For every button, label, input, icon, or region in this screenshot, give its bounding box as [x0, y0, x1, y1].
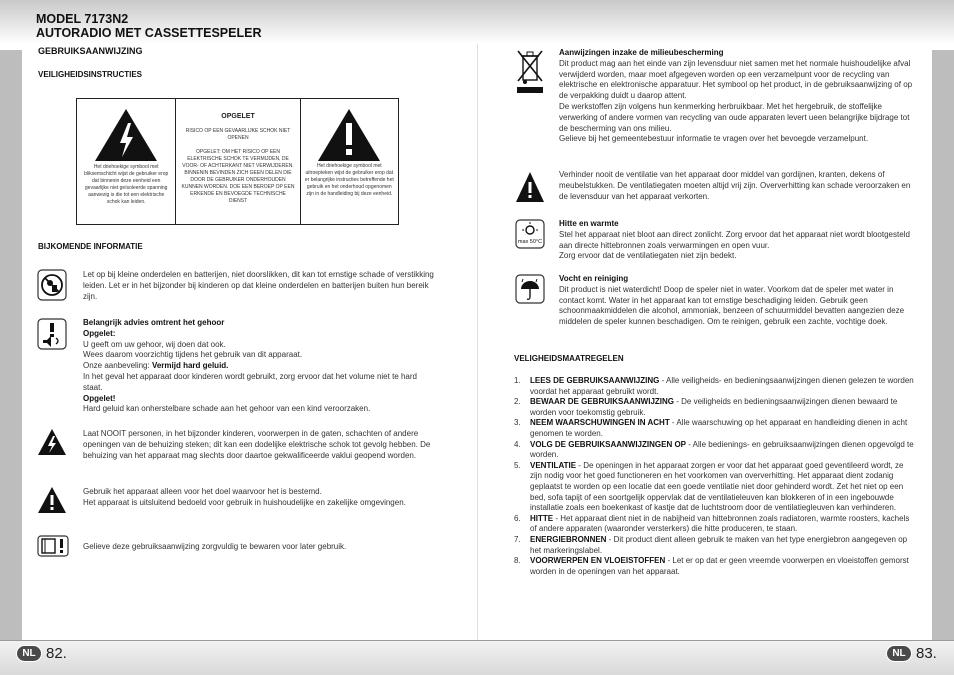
- page-footer: [0, 640, 954, 675]
- list-item: 5. VENTILATIE - De openingen in het apparaat zorgen er voor dat het apparaat goed geventileerd wordt, ze zijn nodig voor het goed functioneren en het voorkomen van oververhitting. Het apparaat dient zodanig geplaatst te worden op een locatie dat een goede ventilatie niet door gehinderd wordt. Zet het niet op een bed, sofa tapijt of een soortgelijk oppervlak dat de ventilatieleuven kan blokkeren of in een ingebouwde installatie zoals een boekenkast of kastje dat de luchtstroom door de ventilatiegleuven kan verhinderen.: [514, 460, 904, 513]
- left-side-rail: [0, 50, 22, 640]
- hearing-opgelet-2: Opgelet!: [83, 393, 116, 403]
- document-title: [36, 12, 261, 40]
- lightning-warning-text: Het driehoekige symbool met bliksemschicht wijst de gebruiker erop dat binnenin deze eenheid een gevaarlijke niet geïsoleerde spanning aanwezig is die tot een elektrische schok kan leiden.: [84, 164, 169, 205]
- intended-use-block: [83, 487, 437, 509]
- moisture-block: [559, 274, 915, 328]
- moisture-text: Dit product is niet waterdicht! Doop de speler niet in water. Voorkom dat de speler met water in contact komt. Water in het apparaat kan tot ernstige beschadiging leiden. Gebruik geen schoonmaakmiddelen die alcohol, ammoniak, benzeen of schuurmiddel bevatten aangezien deze middelen de speler kunnen beschadigen. Om te reinigen, gebruik een zachte, vochtige doek.: [559, 284, 905, 327]
- hearing-line-2: Wees daarom voorzichtig tijdens het gebruik van dit apparaat.: [83, 350, 303, 360]
- section-heading-bijkomende-informatie: BIJKOMENDE INFORMATIE: [38, 242, 143, 251]
- hearing-advice-block: [83, 318, 437, 415]
- list-item: 2. BEWAAR DE GEBRUIKSAANWIJZING - De veiligheids en bedieningsaanwijzingen dienen bewaard te worden voor toekomstig gebruik.: [514, 397, 898, 417]
- page-number-right: [886, 645, 937, 662]
- list-item: 3. NEEM WAARSCHUWINGEN IN ACHT - Alle waarschuwing op het apparaat en handleiding dienen in acht genomen te worden.: [514, 418, 908, 438]
- intended-use-line-1: Gebruik het apparaat alleen voor het doel waarvoor het is bestemd.: [83, 487, 322, 496]
- no-small-parts-icon: [37, 269, 67, 301]
- exclamation-warning-cell: [301, 99, 398, 224]
- hearing-line-5: Hard geluid kan onherstelbare schade aan het gehoor van een kind veroorzaken.: [83, 404, 371, 414]
- moisture-title: Vocht en reiniging: [559, 274, 629, 283]
- product-title: AUTORADIO MET CASSETTESPELER: [36, 26, 262, 40]
- max-temperature-label: max 50°C: [517, 239, 543, 245]
- heat-text-2: Zorg ervoor dat de ventilatiegaten niet zijn bedekt.: [559, 251, 737, 261]
- hearing-title: Belangrijk advies omtrent het gehoor: [83, 318, 225, 327]
- hearing-line-3: [83, 361, 437, 372]
- moisture-umbrella-icon: [515, 274, 545, 304]
- environment-block: [559, 48, 915, 145]
- hearing-opgelet: Opgelet:: [83, 328, 116, 338]
- electric-shock-hazard-icon: [37, 428, 67, 456]
- hearing-line-4: In het geval het apparaat door kinderen wordt gebruikt, zorg ervoor dat het volume niet te hard staat.: [83, 371, 417, 392]
- list-item: 1. LEES DE GEBRUIKSAANWIJZING - Alle veiligheids- en bedieningsaanwijzingen dienen gelezen te worden voordat het apparaat gebruikt wordt.: [514, 376, 914, 396]
- ventilation-warning-icon: [515, 171, 545, 203]
- safety-warning-box: [76, 98, 399, 225]
- lightning-triangle-icon: [93, 107, 159, 163]
- page-header: [0, 0, 954, 44]
- language-badge: NL: [16, 645, 42, 662]
- max-temperature-icon: [515, 219, 545, 249]
- caution-title: OPGELET: [221, 113, 255, 120]
- environment-title: Aanwijzingen inzake de milieubescherming: [559, 48, 724, 57]
- manual-book-icon: [37, 535, 69, 557]
- exclamation-warning-text: Het driehoekige symbool met uitroepteken wijst de gebruiker erop dat er belangrijke instructies betreffende het gebruik en het onderhoud opgenomen zijn in de handleiding bij deze eenheid.: [304, 163, 394, 197]
- environment-text-1: Dit product mag aan het einde van zijn levensduur niet samen met het normale huishoudelijke afval verwijderd worden, maar moet afgegeven worden op een verzamelpunt voor de recycling van elektrische en elektronische apparatuur. Het symbool op het product, in de gebruiksaanwijzing of op de verpakking duidt u daarop attent.: [559, 58, 913, 101]
- list-item: 8. VOORWERPEN EN VLOEISTOFFEN - Let er op dat er geen vreemde voorwerpen en vloeistoffen gemorst worden in de openingen van het apparaat.: [514, 556, 909, 576]
- heat-block: [559, 219, 915, 262]
- ventilation-text: Verhinder nooit de ventilatie van het apparaat door middel van gordijnen, kranten, dekens of meubelstukken. De ventilatiegaten moeten altijd vrij zijn. Oververhitting kan schade veroorzaken en de levensduur van het apparaat verkorten.: [559, 170, 911, 201]
- caution-triangle-icon: [37, 486, 67, 514]
- heat-text-1: Stel het apparaat niet bloot aan direct zonlicht. Zorg ervoor dat het apparaat niet wordt blootgesteld aan directe hittebronnen zoals verwarmingen en open vuur.: [559, 229, 910, 250]
- safety-measures-list: [514, 376, 916, 577]
- page-number-left: [16, 645, 67, 662]
- caution-text-short: RISICO OP EEN GEVAARLIJKE SCHOK NIET OPENEN: [185, 128, 291, 141]
- keep-manual-text: Gelieve deze gebruiksaanwijzing zorgvuldig te bewaren voor later gebruik.: [83, 542, 347, 551]
- recommendation-label: Onze aanbeveling:: [83, 361, 152, 371]
- recommendation-value: Vermijd hard geluid.: [151, 361, 229, 371]
- section-heading-gebruiksaanwijzing: GEBRUIKSAANWIJZING: [38, 46, 143, 56]
- caution-cell: [176, 99, 300, 224]
- section-heading-veiligheidsmaatregelen: VELIGHEIDSMAATREGELEN: [514, 354, 624, 363]
- page-divider: [477, 44, 478, 640]
- intended-use-line-2: Het apparaat is uitsluitend bedoeld voor gebruik in huishoudelijke en zakelijke omgevingen.: [83, 497, 406, 507]
- section-heading-veiligheidsinstructies: VEILIGHEIDSINSTRUCTIES: [38, 70, 143, 79]
- list-item: 7. ENERGIEBRONNEN - Dit product dient alleen gebruik te maken van het type energiebron aangegeven op het markeringslabel.: [514, 534, 908, 555]
- openings-warning-text: Laat NOOIT personen, in het bijzonder kinderen, voorwerpen in de gaten, schachten of andere openingen van de behuizing steken; dit kan een dodelijke elektrische schok tot gevolg hebben. De behuizing van het apparaat mag slechts door daartoe gekwalificeerde vaklui geopend worden.: [83, 429, 431, 460]
- hearing-warning-icon: [37, 318, 67, 350]
- weee-bin-icon: [515, 48, 545, 94]
- lightning-warning-cell: [77, 99, 176, 224]
- caution-text-long: OPGELET: OM HET RISICO OP EEN ELEKTRISCHE SCHOK TE VERMIJDEN, DE VOOR- OF ACHTERKANT NIET VERWIJDEREN. BINNENIN BEVINDEN ZICH GEEN DELEN DIE DOOR DE GEBRUIKER ONDERHOUDEN KUNNEN WORDEN. DOE EEN BEROEP OP EEN ERKENDE EN BEVOEGDE TECHNISCHE DIENST: [181, 149, 295, 204]
- list-item: 6. HITTE - Het apparaat dient niet in de nabijheid van hittebronnen zoals radiatoren, warmte roosters, kachels of andere apparaten (waaronder versterkers) die hitte produceren, te staan.: [514, 513, 910, 534]
- exclamation-triangle-icon: [316, 107, 382, 163]
- environment-text-2: De werkstoffen zijn volgens hun kenmerking herbruikbaar. Met het hergebruik, de stoffelijke verwerking of andere vormen van recycling van oude apparaten levert ueen belangrijke bijdrage tot de bescherming van ons milieu.: [559, 101, 910, 133]
- list-item: 4. VOLG DE GEBRUIKSAANWIJZINGEN OP - Alle bedienings- en gebruiksaanwijzingen dienen opgevolgd te worden.: [514, 439, 914, 460]
- language-badge: NL: [886, 645, 912, 662]
- heat-title: Hitte en warmte: [559, 219, 619, 228]
- right-side-rail: [932, 50, 954, 640]
- hearing-line-1: U geeft om uw gehoor, wij doen dat ook.: [83, 339, 226, 349]
- environment-text-3: Gelieve bij het gemeentebestuur informatie te vragen over het bevoegde verzamelpunt.: [559, 134, 869, 144]
- small-parts-text: Let op bij kleine onderdelen en batterijen, niet doorslikken, dit kan tot ernstige schade of verstikking leiden. Let er in het bijzonder bij kinderen op dat kleine onderdelen en batterijen buiten hun bereik zijn.: [83, 270, 434, 301]
- model-title: MODEL 7173N2: [36, 12, 129, 26]
- page-number: 82.: [46, 645, 67, 662]
- page-number: 83.: [916, 645, 937, 662]
